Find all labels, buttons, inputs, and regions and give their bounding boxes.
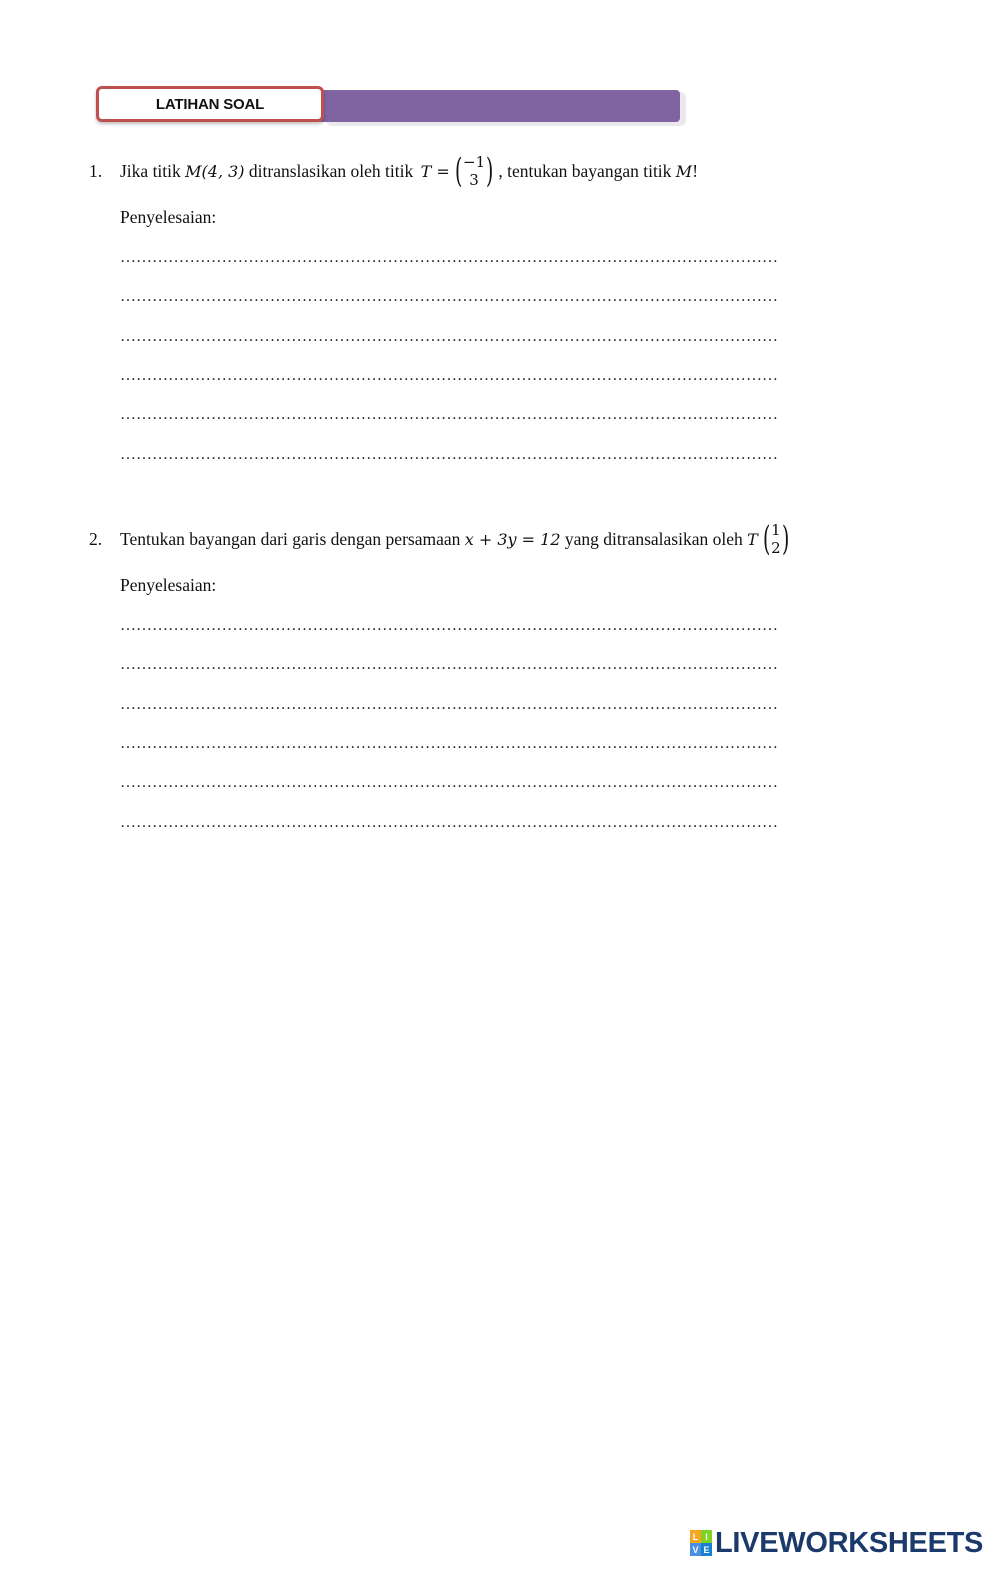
answer-line[interactable]: …………………………………………………………………………………………………………… <box>120 656 779 673</box>
math-translation-symbol: T <box>747 529 758 549</box>
answer-line[interactable]: …………………………………………………………………………………………………………… <box>120 774 779 791</box>
question-2-statement <box>89 517 909 561</box>
question-number: 2. <box>89 528 103 549</box>
answer-line[interactable]: …………………………………………………………………………………………………………… <box>120 288 779 305</box>
math-translation-symbol: T = <box>420 161 450 181</box>
answer-line[interactable]: …………………………………………………………………………………………………………… <box>120 249 779 266</box>
answer-line[interactable]: …………………………………………………………………………………………………………… <box>120 328 779 345</box>
liveworksheets-logo-icon <box>690 1530 712 1556</box>
question-number: 1. <box>89 160 103 181</box>
liveworksheets-logo[interactable] <box>690 1528 983 1558</box>
right-paren: ) <box>781 519 789 559</box>
logo-text: LIVEWORKSHEETS <box>715 1526 984 1559</box>
answer-line[interactable]: …………………………………………………………………………………………………………… <box>120 617 779 634</box>
math-point-name: M <box>675 161 693 181</box>
vector-components <box>771 521 781 557</box>
answer-line[interactable]: …………………………………………………………………………………………………………… <box>120 696 779 713</box>
question-text: Jika titik <box>120 160 186 181</box>
question-text: Tentukan bayangan dari garis dengan persamaan <box>120 528 465 549</box>
vector-top: −1 <box>463 153 486 171</box>
answer-line[interactable]: …………………………………………………………………………………………………………… <box>120 367 779 384</box>
question-text: ! <box>692 160 699 181</box>
question-1 <box>89 149 909 463</box>
solution-label: Penyelesaian: <box>120 207 217 227</box>
logo-icon-tile: L <box>690 1530 701 1543</box>
vector-top: 1 <box>771 521 781 539</box>
answer-line[interactable]: …………………………………………………………………………………………………………… <box>120 446 779 463</box>
question-text: yang ditransalasikan oleh <box>560 528 748 549</box>
translation-vector <box>760 521 792 557</box>
solution-label: Penyelesaian: <box>120 575 217 595</box>
question-text: ditranslasikan oleh titik <box>244 160 418 181</box>
logo-icon-tile: V <box>690 1543 701 1556</box>
left-paren: ( <box>454 151 463 191</box>
answer-line[interactable]: …………………………………………………………………………………………………………… <box>120 735 779 752</box>
math-equation: x + 3y = 12 <box>464 529 561 549</box>
header-banner <box>96 86 686 128</box>
banner-accent-bar <box>318 90 680 122</box>
translation-vector <box>452 153 497 189</box>
question-1-statement <box>89 149 909 193</box>
logo-icon-tile: I <box>701 1530 712 1543</box>
left-paren: ( <box>762 519 771 559</box>
right-paren: ) <box>486 151 494 191</box>
math-point: M(4, 3) <box>185 161 245 181</box>
question-text: , tentukan bayangan titik <box>498 160 676 181</box>
vector-components <box>463 153 485 189</box>
question-2 <box>89 517 909 831</box>
vector-bottom: 3 <box>469 171 479 189</box>
page-title: LATIHAN SOAL <box>96 86 324 122</box>
answer-line[interactable]: …………………………………………………………………………………………………………… <box>120 406 779 423</box>
vector-bottom: 2 <box>771 539 781 557</box>
logo-icon-tile: E <box>701 1543 712 1556</box>
answer-line[interactable]: …………………………………………………………………………………………………………… <box>120 814 779 831</box>
